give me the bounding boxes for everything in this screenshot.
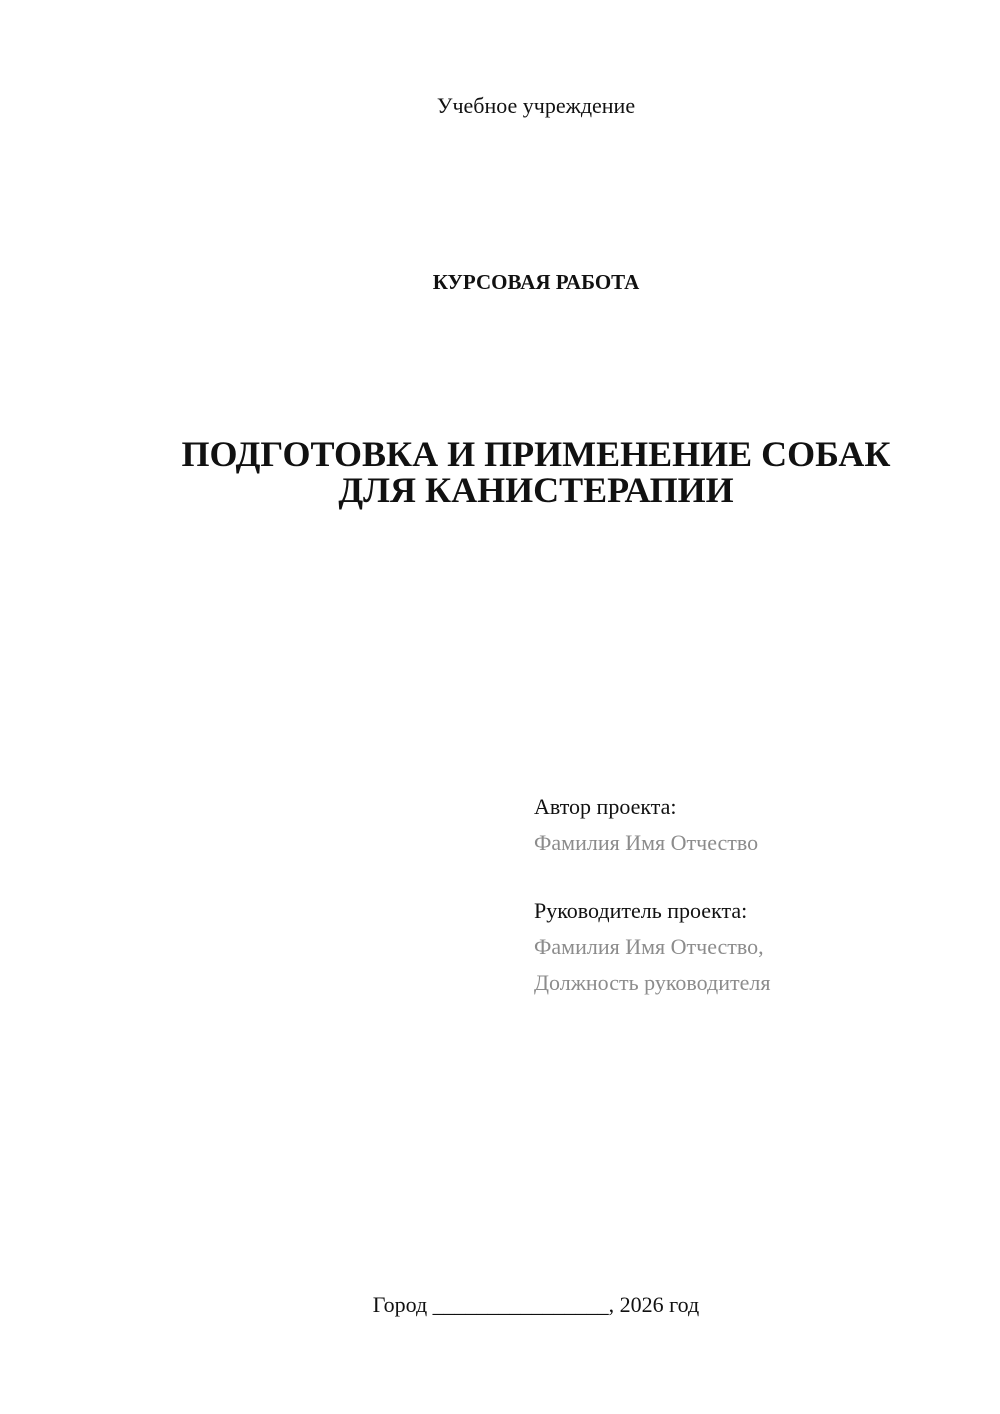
supervisor-position: Должность руководителя: [534, 970, 771, 995]
title-line-1: ПОДГОТОВКА И ПРИМЕНЕНИЕ СОБАК: [181, 434, 891, 474]
institution-name: Учебное учреждение: [436, 93, 636, 118]
city-year-line: Город ________________, 2026 год: [372, 1292, 700, 1317]
supervisor-block: [534, 893, 770, 1001]
author-block: [534, 789, 758, 861]
title-line-2: ДЛЯ КАНИСТЕРАПИИ: [338, 470, 734, 510]
author-name: Фамилия Имя Отчество: [534, 830, 759, 855]
document-title: [0, 436, 1000, 508]
author-label: Автор проекта:: [534, 794, 677, 819]
document-type: КУРСОВАЯ РАБОТА: [432, 270, 640, 294]
supervisor-label: Руководитель проекта:: [534, 898, 748, 923]
supervisor-name: Фамилия Имя Отчество,: [534, 934, 764, 959]
